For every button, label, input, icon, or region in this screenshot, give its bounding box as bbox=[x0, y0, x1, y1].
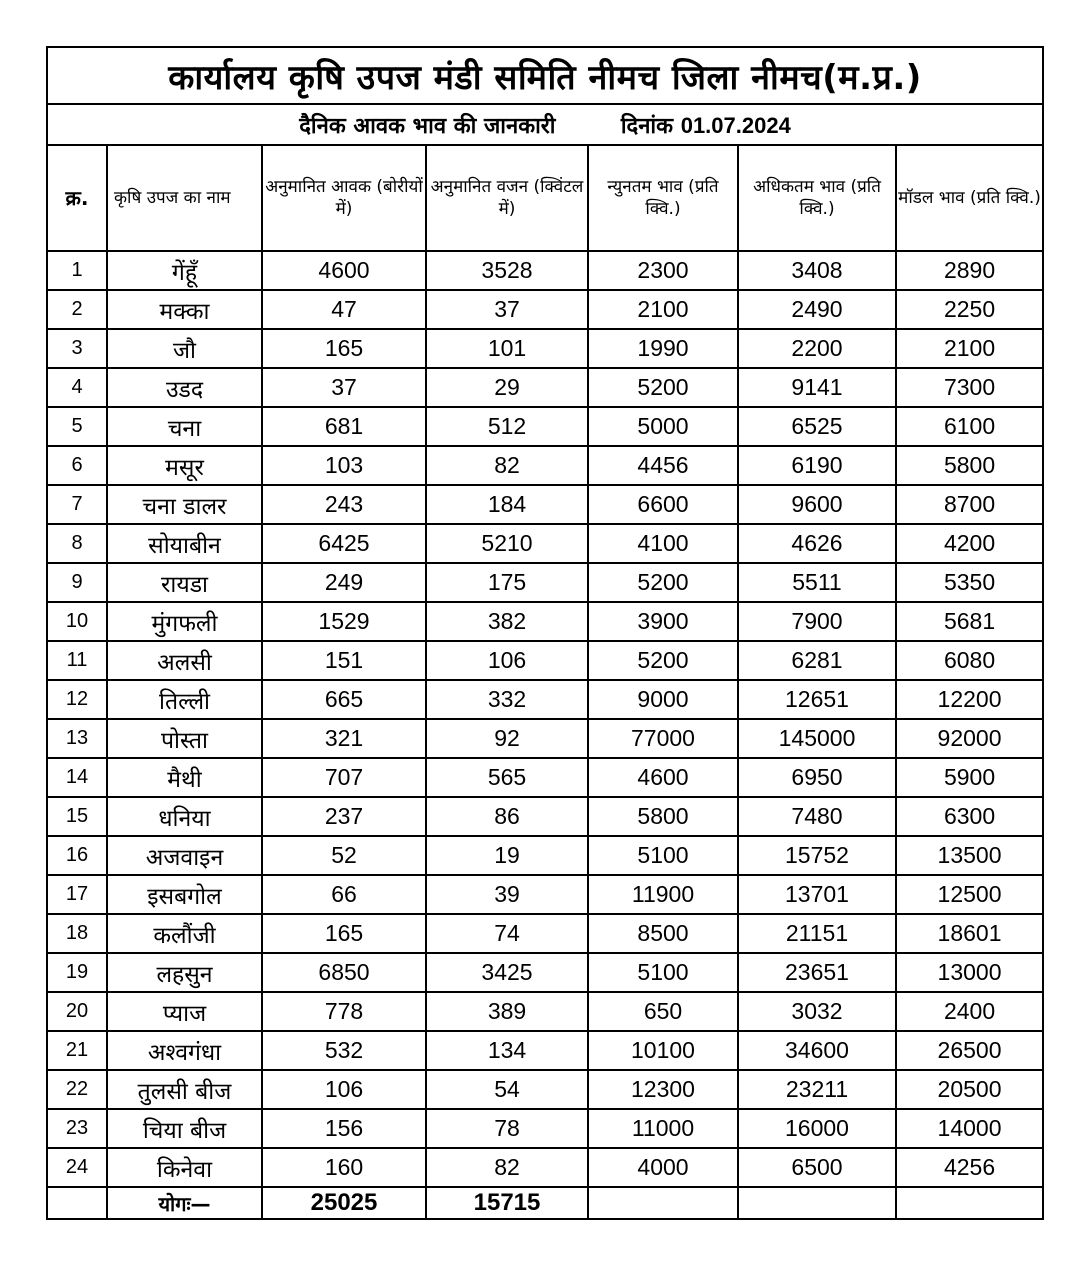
table-row bbox=[47, 797, 1043, 836]
cell-crop-name: इसबगोल bbox=[107, 875, 262, 914]
cell-arrival: 165 bbox=[262, 914, 426, 953]
cell-crop-name: चिया बीज bbox=[107, 1109, 262, 1148]
cell-max-price: 3032 bbox=[738, 992, 896, 1031]
cell-modal-price: 5350 bbox=[896, 563, 1043, 602]
total-empty-cell bbox=[738, 1187, 896, 1219]
cell-crop-name: मैथी bbox=[107, 758, 262, 797]
cell-sno: 11 bbox=[47, 641, 107, 680]
cell-min-price: 5100 bbox=[588, 836, 738, 875]
cell-crop-name: धनिया bbox=[107, 797, 262, 836]
table-row bbox=[47, 914, 1043, 953]
cell-arrival: 106 bbox=[262, 1070, 426, 1109]
cell-arrival: 37 bbox=[262, 368, 426, 407]
table-row bbox=[47, 953, 1043, 992]
cell-min-price: 77000 bbox=[588, 719, 738, 758]
cell-arrival: 66 bbox=[262, 875, 426, 914]
cell-crop-name: सोयाबीन bbox=[107, 524, 262, 563]
header-weight: अनुमानित वजन (क्विंटल में) bbox=[426, 145, 588, 251]
cell-arrival: 249 bbox=[262, 563, 426, 602]
cell-max-price: 6281 bbox=[738, 641, 896, 680]
table-row bbox=[47, 1070, 1043, 1109]
cell-modal-price: 12200 bbox=[896, 680, 1043, 719]
cell-arrival: 243 bbox=[262, 485, 426, 524]
report-subtitle bbox=[47, 104, 1043, 145]
cell-crop-name: गेंहूँ bbox=[107, 251, 262, 290]
cell-arrival: 6850 bbox=[262, 953, 426, 992]
cell-arrival: 165 bbox=[262, 329, 426, 368]
cell-max-price: 13701 bbox=[738, 875, 896, 914]
cell-sno: 8 bbox=[47, 524, 107, 563]
cell-arrival: 237 bbox=[262, 797, 426, 836]
cell-max-price: 6500 bbox=[738, 1148, 896, 1187]
header-arrival: अनुमानित आवक (बोरीयों में) bbox=[262, 145, 426, 251]
cell-min-price: 5200 bbox=[588, 563, 738, 602]
cell-sno: 18 bbox=[47, 914, 107, 953]
cell-crop-name: मसूर bbox=[107, 446, 262, 485]
cell-crop-name: लहसुन bbox=[107, 953, 262, 992]
cell-modal-price: 2250 bbox=[896, 290, 1043, 329]
cell-weight: 175 bbox=[426, 563, 588, 602]
cell-modal-price: 6080 bbox=[896, 641, 1043, 680]
cell-max-price: 9600 bbox=[738, 485, 896, 524]
cell-arrival: 103 bbox=[262, 446, 426, 485]
cell-weight: 54 bbox=[426, 1070, 588, 1109]
cell-min-price: 5200 bbox=[588, 368, 738, 407]
table-row bbox=[47, 641, 1043, 680]
cell-min-price: 4456 bbox=[588, 446, 738, 485]
cell-sno: 13 bbox=[47, 719, 107, 758]
cell-min-price: 6600 bbox=[588, 485, 738, 524]
cell-min-price: 2300 bbox=[588, 251, 738, 290]
cell-modal-price: 13000 bbox=[896, 953, 1043, 992]
cell-arrival: 160 bbox=[262, 1148, 426, 1187]
cell-max-price: 15752 bbox=[738, 836, 896, 875]
cell-crop-name: मक्का bbox=[107, 290, 262, 329]
cell-crop-name: चना डालर bbox=[107, 485, 262, 524]
cell-sno: 14 bbox=[47, 758, 107, 797]
cell-weight: 3528 bbox=[426, 251, 588, 290]
cell-min-price: 5200 bbox=[588, 641, 738, 680]
cell-arrival: 52 bbox=[262, 836, 426, 875]
table-row bbox=[47, 1109, 1043, 1148]
cell-arrival: 681 bbox=[262, 407, 426, 446]
cell-min-price: 11000 bbox=[588, 1109, 738, 1148]
table-row bbox=[47, 563, 1043, 602]
cell-modal-price: 5800 bbox=[896, 446, 1043, 485]
cell-modal-price: 5900 bbox=[896, 758, 1043, 797]
cell-max-price: 145000 bbox=[738, 719, 896, 758]
cell-max-price: 4626 bbox=[738, 524, 896, 563]
cell-crop-name: अश्वगंधा bbox=[107, 1031, 262, 1070]
cell-modal-price: 18601 bbox=[896, 914, 1043, 953]
cell-crop-name: अजवाइन bbox=[107, 836, 262, 875]
cell-min-price: 4100 bbox=[588, 524, 738, 563]
cell-min-price: 5800 bbox=[588, 797, 738, 836]
cell-sno: 4 bbox=[47, 368, 107, 407]
cell-min-price: 3900 bbox=[588, 602, 738, 641]
cell-weight: 92 bbox=[426, 719, 588, 758]
cell-modal-price: 92000 bbox=[896, 719, 1043, 758]
cell-sno: 23 bbox=[47, 1109, 107, 1148]
cell-weight: 106 bbox=[426, 641, 588, 680]
cell-max-price: 9141 bbox=[738, 368, 896, 407]
cell-crop-name: पोस्ता bbox=[107, 719, 262, 758]
cell-arrival: 151 bbox=[262, 641, 426, 680]
cell-weight: 74 bbox=[426, 914, 588, 953]
report-date: 01.07.2024 bbox=[680, 112, 791, 138]
cell-sno: 5 bbox=[47, 407, 107, 446]
total-weight: 15715 bbox=[426, 1187, 588, 1219]
header-modal-price: मॉडल भाव (प्रति क्वि.) bbox=[896, 145, 1043, 251]
cell-max-price: 23211 bbox=[738, 1070, 896, 1109]
cell-min-price: 8500 bbox=[588, 914, 738, 953]
cell-min-price: 1990 bbox=[588, 329, 738, 368]
cell-arrival: 6425 bbox=[262, 524, 426, 563]
date-label: दिनांक bbox=[620, 113, 674, 139]
cell-weight: 19 bbox=[426, 836, 588, 875]
cell-sno: 19 bbox=[47, 953, 107, 992]
cell-weight: 5210 bbox=[426, 524, 588, 563]
cell-max-price: 21151 bbox=[738, 914, 896, 953]
cell-crop-name: तिल्ली bbox=[107, 680, 262, 719]
header-sno: क्र. bbox=[47, 145, 107, 251]
table-row bbox=[47, 290, 1043, 329]
cell-crop-name: अलसी bbox=[107, 641, 262, 680]
cell-crop-name: चना bbox=[107, 407, 262, 446]
cell-arrival: 778 bbox=[262, 992, 426, 1031]
cell-modal-price: 4200 bbox=[896, 524, 1043, 563]
total-empty-cell bbox=[47, 1187, 107, 1219]
table-row bbox=[47, 836, 1043, 875]
cell-weight: 134 bbox=[426, 1031, 588, 1070]
table-row bbox=[47, 719, 1043, 758]
cell-sno: 22 bbox=[47, 1070, 107, 1109]
cell-modal-price: 4256 bbox=[896, 1148, 1043, 1187]
cell-max-price: 2200 bbox=[738, 329, 896, 368]
table-row bbox=[47, 1031, 1043, 1070]
cell-weight: 382 bbox=[426, 602, 588, 641]
cell-max-price: 3408 bbox=[738, 251, 896, 290]
cell-weight: 86 bbox=[426, 797, 588, 836]
cell-weight: 3425 bbox=[426, 953, 588, 992]
cell-max-price: 7480 bbox=[738, 797, 896, 836]
cell-modal-price: 26500 bbox=[896, 1031, 1043, 1070]
cell-sno: 12 bbox=[47, 680, 107, 719]
cell-crop-name: कलौंजी bbox=[107, 914, 262, 953]
cell-min-price: 650 bbox=[588, 992, 738, 1031]
cell-min-price: 5100 bbox=[588, 953, 738, 992]
cell-sno: 24 bbox=[47, 1148, 107, 1187]
cell-modal-price: 7300 bbox=[896, 368, 1043, 407]
cell-sno: 15 bbox=[47, 797, 107, 836]
cell-weight: 565 bbox=[426, 758, 588, 797]
cell-arrival: 4600 bbox=[262, 251, 426, 290]
cell-min-price: 4000 bbox=[588, 1148, 738, 1187]
cell-modal-price: 8700 bbox=[896, 485, 1043, 524]
cell-weight: 184 bbox=[426, 485, 588, 524]
cell-arrival: 665 bbox=[262, 680, 426, 719]
cell-sno: 10 bbox=[47, 602, 107, 641]
table-row bbox=[47, 758, 1043, 797]
table-row bbox=[47, 251, 1043, 290]
cell-arrival: 47 bbox=[262, 290, 426, 329]
cell-sno: 3 bbox=[47, 329, 107, 368]
table-row bbox=[47, 992, 1043, 1031]
cell-modal-price: 5681 bbox=[896, 602, 1043, 641]
total-label: योगः— bbox=[107, 1187, 262, 1219]
cell-sno: 16 bbox=[47, 836, 107, 875]
table-row bbox=[47, 602, 1043, 641]
cell-crop-name: जौ bbox=[107, 329, 262, 368]
cell-crop-name: किनेवा bbox=[107, 1148, 262, 1187]
cell-crop-name: प्याज bbox=[107, 992, 262, 1031]
table-row bbox=[47, 329, 1043, 368]
table-row bbox=[47, 875, 1043, 914]
cell-max-price: 6525 bbox=[738, 407, 896, 446]
table-row bbox=[47, 524, 1043, 563]
cell-min-price: 10100 bbox=[588, 1031, 738, 1070]
cell-modal-price: 20500 bbox=[896, 1070, 1043, 1109]
cell-arrival: 321 bbox=[262, 719, 426, 758]
page-title: कार्यालय कृषि उपज मंडी समिति नीमच जिला नीमच(म.प्र.) bbox=[47, 47, 1043, 104]
cell-weight: 512 bbox=[426, 407, 588, 446]
cell-crop-name: तुलसी बीज bbox=[107, 1070, 262, 1109]
header-max-price: अधिकतम भाव (प्रति क्वि.) bbox=[738, 145, 896, 251]
cell-crop-name: उडद bbox=[107, 368, 262, 407]
cell-weight: 78 bbox=[426, 1109, 588, 1148]
cell-weight: 39 bbox=[426, 875, 588, 914]
table-row bbox=[47, 368, 1043, 407]
cell-max-price: 23651 bbox=[738, 953, 896, 992]
table-row bbox=[47, 680, 1043, 719]
total-empty-cell bbox=[588, 1187, 738, 1219]
cell-crop-name: रायडा bbox=[107, 563, 262, 602]
cell-modal-price: 2400 bbox=[896, 992, 1043, 1031]
cell-max-price: 6190 bbox=[738, 446, 896, 485]
cell-arrival: 156 bbox=[262, 1109, 426, 1148]
subtitle-text: दैनिक आवक भाव की जानकारी bbox=[299, 113, 556, 139]
cell-arrival: 707 bbox=[262, 758, 426, 797]
table-row bbox=[47, 485, 1043, 524]
cell-min-price: 5000 bbox=[588, 407, 738, 446]
cell-max-price: 16000 bbox=[738, 1109, 896, 1148]
cell-max-price: 2490 bbox=[738, 290, 896, 329]
cell-crop-name: मुंगफली bbox=[107, 602, 262, 641]
cell-weight: 29 bbox=[426, 368, 588, 407]
cell-max-price: 7900 bbox=[738, 602, 896, 641]
cell-weight: 389 bbox=[426, 992, 588, 1031]
cell-weight: 82 bbox=[426, 446, 588, 485]
table-row bbox=[47, 1148, 1043, 1187]
cell-max-price: 12651 bbox=[738, 680, 896, 719]
total-row bbox=[47, 1187, 1043, 1219]
cell-sno: 21 bbox=[47, 1031, 107, 1070]
cell-min-price: 2100 bbox=[588, 290, 738, 329]
cell-min-price: 4600 bbox=[588, 758, 738, 797]
cell-arrival: 532 bbox=[262, 1031, 426, 1070]
cell-modal-price: 14000 bbox=[896, 1109, 1043, 1148]
header-min-price: न्युनतम भाव (प्रति क्वि.) bbox=[588, 145, 738, 251]
cell-arrival: 1529 bbox=[262, 602, 426, 641]
cell-min-price: 11900 bbox=[588, 875, 738, 914]
cell-modal-price: 12500 bbox=[896, 875, 1043, 914]
total-empty-cell bbox=[896, 1187, 1043, 1219]
cell-modal-price: 13500 bbox=[896, 836, 1043, 875]
cell-sno: 9 bbox=[47, 563, 107, 602]
cell-sno: 17 bbox=[47, 875, 107, 914]
cell-min-price: 12300 bbox=[588, 1070, 738, 1109]
cell-sno: 20 bbox=[47, 992, 107, 1031]
table-row bbox=[47, 407, 1043, 446]
cell-sno: 1 bbox=[47, 251, 107, 290]
cell-modal-price: 6100 bbox=[896, 407, 1043, 446]
cell-modal-price: 2890 bbox=[896, 251, 1043, 290]
header-name: कृषि उपज का नाम bbox=[107, 145, 262, 251]
cell-max-price: 6950 bbox=[738, 758, 896, 797]
cell-weight: 101 bbox=[426, 329, 588, 368]
cell-weight: 82 bbox=[426, 1148, 588, 1187]
cell-sno: 2 bbox=[47, 290, 107, 329]
cell-sno: 7 bbox=[47, 485, 107, 524]
cell-weight: 332 bbox=[426, 680, 588, 719]
mandi-rate-table bbox=[46, 46, 1044, 1220]
cell-max-price: 34600 bbox=[738, 1031, 896, 1070]
total-arrival: 25025 bbox=[262, 1187, 426, 1219]
table-row bbox=[47, 446, 1043, 485]
cell-max-price: 5511 bbox=[738, 563, 896, 602]
cell-modal-price: 2100 bbox=[896, 329, 1043, 368]
cell-sno: 6 bbox=[47, 446, 107, 485]
cell-modal-price: 6300 bbox=[896, 797, 1043, 836]
cell-min-price: 9000 bbox=[588, 680, 738, 719]
cell-weight: 37 bbox=[426, 290, 588, 329]
